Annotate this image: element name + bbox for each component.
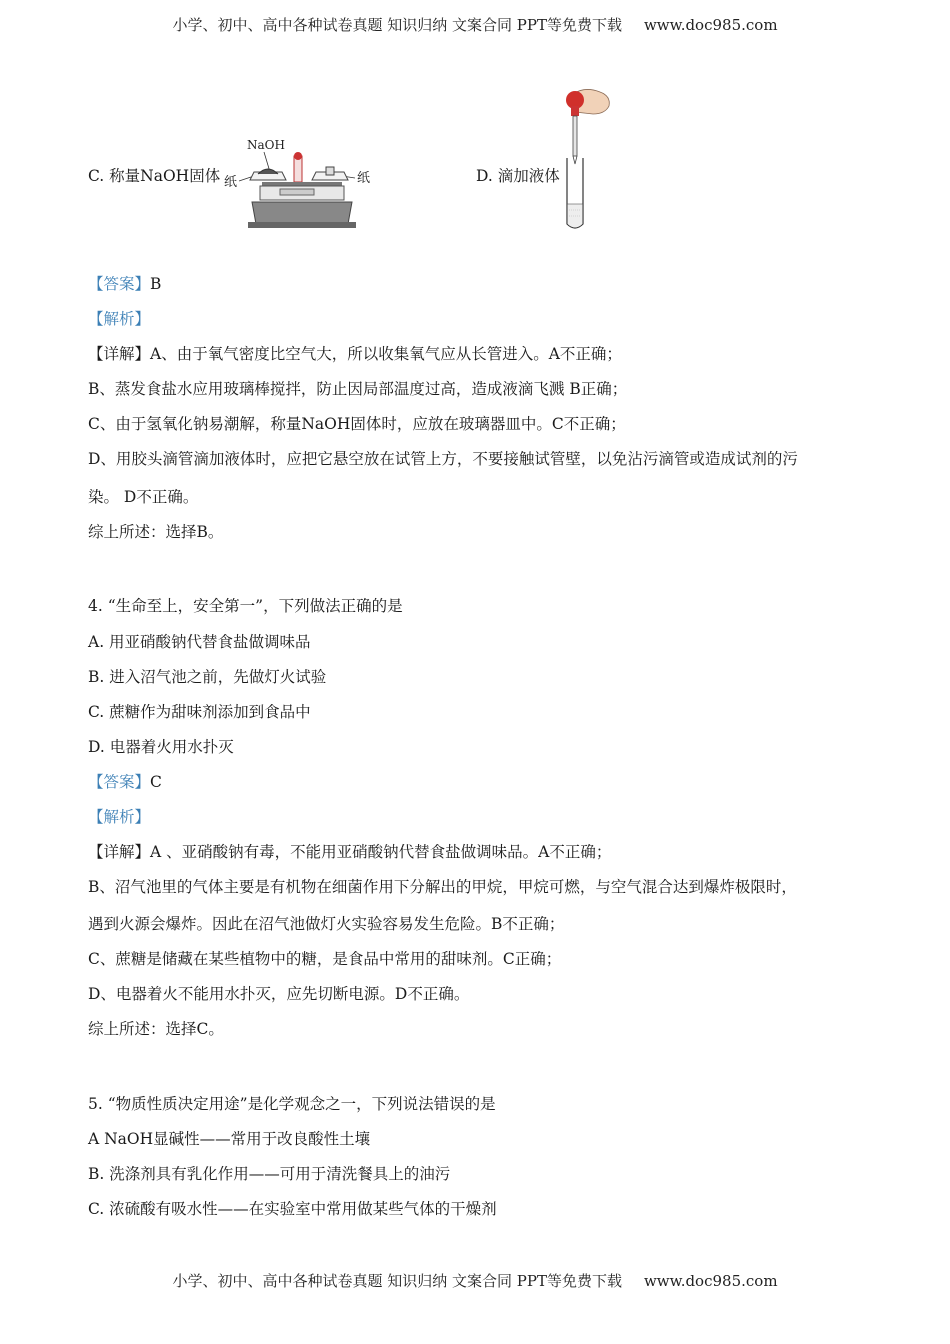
q4-summary: 综上所述：选择C。: [88, 1020, 224, 1038]
footer-site-link[interactable]: www.doc985.com: [643, 1272, 778, 1290]
q5-stem: 5. “物质性质决定用途”是化学观念之一，下列说法错误的是: [88, 1095, 496, 1113]
q4-detail-line: [88, 842, 611, 862]
q3-summary: 综上所述：选择B。: [88, 523, 224, 541]
q4-option-c: C. 蔗糖作为甜味剂添加到食品中: [88, 703, 311, 721]
q4-line-b: B、沼气池里的气体主要是有机物在细菌作用下分解出的甲烷，甲烷可燃，与空气混合达到爆炸极限时，: [88, 878, 797, 896]
detail-tag: 【详解】: [88, 843, 151, 861]
q4-analysis-tag: 【解析】: [88, 808, 151, 826]
label-paper-right: 纸: [357, 171, 371, 186]
page-header: [0, 14, 950, 35]
q5-option-b: B. 洗涤剂具有乳化作用——可用于清洗餐具上的油污: [88, 1165, 451, 1183]
header-text: 小学、初中、高中各种试卷真题 知识归纳 文案合同 PPT等免费下载: [172, 16, 622, 34]
figure-c-caption: C. 称量NaOH固体: [88, 167, 221, 185]
q3-line-d: D、用胶头滴管滴加液体时，应把它悬空放在试管上方，不要接触试管壁，以免沾污滴管或造成试剂的污: [88, 450, 798, 468]
answer-value: C: [150, 773, 162, 791]
q3-line-b: B、蒸发食盐水应用玻璃棒搅拌，防止因局部温度过高，造成液滴飞溅 B正确；: [88, 380, 628, 398]
q5-option-a: A NaOH显碱性——常用于改良酸性土壤: [88, 1130, 371, 1148]
q4-line-b-cont: 遇到火源会爆炸。因此在沼气池做灯火实验容易发生危险。B不正确；: [88, 915, 565, 933]
detail-tag: 【详解】: [88, 345, 151, 363]
q4-line-c: C、蔗糖是储藏在某些植物中的糖，是食品中常用的甜味剂。C正确；: [88, 950, 562, 968]
q4-option-d: D. 电器着火用水扑灭: [88, 738, 234, 756]
q4-line-d: D、电器着火不能用水扑灭，应先切断电源。D不正确。: [88, 985, 470, 1003]
q5-option-c: C. 浓硫酸有吸水性——在实验室中常用做某些气体的干燥剂: [88, 1200, 497, 1218]
q3-detail-line: [88, 344, 622, 364]
detail-text: A 、亚硝酸钠有毒，不能用亚硝酸钠代替食盐做调味品。A不正确；: [150, 843, 612, 861]
figure-d-dropper: [545, 84, 615, 238]
detail-text: A、由于氧气密度比空气大，所以收集氧气应从长管进入。A不正确；: [150, 345, 622, 363]
balance-illustration: [222, 134, 382, 234]
q3-line-d-cont: 染。 D不正确。: [88, 488, 199, 506]
q4-answer: [88, 772, 162, 792]
q3-answer: [88, 274, 161, 294]
q3-analysis-tag: 【解析】: [88, 310, 151, 328]
answer-tag: 【答案】: [88, 275, 151, 293]
answer-value: B: [150, 275, 162, 293]
header-site-link[interactable]: www.doc985.com: [643, 16, 778, 34]
answer-tag: 【答案】: [88, 773, 151, 791]
page-footer: [0, 1270, 950, 1291]
footer-text: 小学、初中、高中各种试卷真题 知识归纳 文案合同 PPT等免费下载: [172, 1272, 622, 1290]
q4-option-b: B. 进入沼气池之前，先做灯火试验: [88, 668, 327, 686]
figure-c-balance: [222, 134, 382, 238]
q3-line-c: C、由于氢氧化钠易潮解，称量NaOH固体时，应放在玻璃器皿中。C不正确；: [88, 415, 626, 433]
q4-stem: 4. “生命至上，安全第一”，下列做法正确的是: [88, 597, 403, 615]
figure-d-caption: D. 滴加液体: [476, 167, 560, 185]
label-naoh: NaOH: [247, 138, 285, 152]
dropper-illustration: [545, 84, 615, 234]
q4-option-a: A. 用亚硝酸钠代替食盐做调味品: [88, 633, 311, 651]
label-paper-left: 纸: [224, 175, 238, 190]
